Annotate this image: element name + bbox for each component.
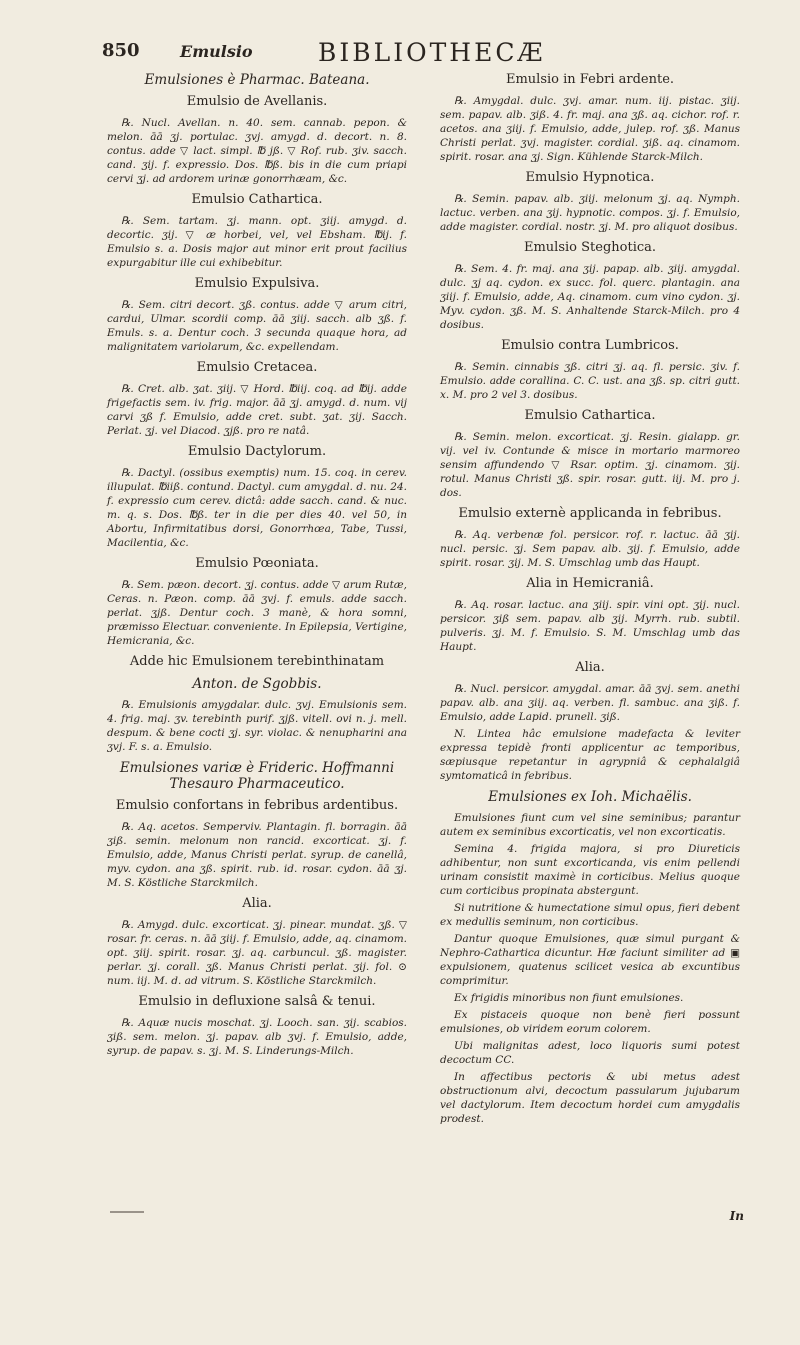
section-heading: Emulsio Hypnotica. [525,170,655,185]
page-title: BIBLIOTHECÆ [318,38,546,67]
recipe-paragraph: ℞. Sem. tartam. ʒj. mann. opt. ʒiij. amygd. d. decortic. ʒij. ▽ æ horbei, vel, vel Ebsham. ℔ij. f. Emulsio s. a. Dosis major aut minor erit prout facilius expurgabitur ille cui exhibebitur. [107,215,407,269]
section-heading: Emulsiones ex Ioh. Michaëlis. [488,789,692,805]
section-heading: Emulsio confortans in febribus ardentibus. [115,798,399,813]
recipe-paragraph: ℞. Semin. cinnabis ʒß. citri ʒj. aq. fl. persic. ʒiv. f. Emulsio. adde corallina. C. C. ust. ana ʒß. sp. citri gutt. x. M. pro 2 vel 3. dosibus. [440,361,740,401]
recipe-paragraph: ℞. Semin. papav. alb. ʒiij. melonum ʒj. aq. Nymph. lactuc. verben. ana ʒij. hypnotic. compos. ʒj. f. Emulsio, adde magister. cordial. nostr. ʒj. M. pro aliquot dosibus. [440,193,740,233]
section-heading: Emulsio in defluxione salsâ & tenui. [138,994,376,1009]
recipe-paragraph: ℞. Aq. verbenæ fol. persicor. rof. r. lactuc. āā ʒij. nucl. persic. ʒj. Sem papav. alb. ʒij. f. Emulsio, adde spirit. rosar. ʒij. M. S. Umschlag umb das Haupt. [440,529,740,569]
recipe-paragraph: ℞. Cret. alb. ʒat. ʒiij. ▽ Hord. ℔iij. coq. ad ℔ij. adde frigefactis sem. iv. frig. major. āā ʒj. amygd. d. num. vij carvi ʒß f. Emulsio, adde cret. subt. ʒat. ʒij. Sacch. Perlat. ʒj. vel Diacod. ʒjß. pro re natâ. [107,383,407,437]
recipe-paragraph: Emulsiones fiunt cum vel sine seminibus; parantur autem ex seminibus excorticatis, vel non excorticatis. [440,812,740,838]
recipe-paragraph: ℞. Sem. 4. fr. maj. ana ʒij. papap. alb. ʒiij. amygdal. dulc. ʒj aq. cydon. ex succ. fol. querc. plantagin. ana ʒiij. f. Emulsio, adde, Aq. cinamom. cum vino cydon. ʒj. Myv. cydon. ʒß. M. S. Anhaltende Starck-Milch. pro 4 dosibus. [440,263,740,331]
recipe-paragraph: ℞. Dactyl. (ossibus exemptis) num. 15. coq. in cerev. illupulat. ℔iiß. contund. Dactyl. cum amygdal. d. nu. 24. f. expressio cum cerev. dictâ: adde sacch. cand. & nuc. m. q. s. Dos. ℔ß. ter in die per dies 40. vel 50, in Abortu, Infirmitatibus dorsi, Gonorrhœa, Tabe, Tussi, Macilentia, &c. [107,467,407,549]
recipe-paragraph: Ubi malignitas adest, loco liquoris sumi potest decoctum CC. [440,1040,740,1066]
recipe-paragraph: Dantur quoque Emulsiones, quæ simul purgant & Nephro-Cathartica dicuntur. Hæ faciunt similiter ad ▣ expulsionem, quatenus scilicet vesica ab excuntibus comprimitur. [440,933,740,987]
recipe-paragraph: ℞. Aq. acetos. Semperviv. Plantagin. fl. borragin. āā ʒiß. semin. melonum non rancid. excorticat. ʒj. f. Emulsio, adde, Manus Christi perlat. syrup. de canellâ, myv. cydon. ana ʒß. spirit. rub. id. rosar. cydon. āā ʒj. M. S. Köstliche Starckmilch. [107,821,407,889]
running-word: Emulsio [180,42,253,61]
section-heading: Emulsio contra Lumbricos. [501,338,679,353]
section-heading: Emulsio de Avellanis. [186,94,328,109]
page-number: 850 [102,40,140,61]
recipe-paragraph: Ex frigidis minoribus non fiunt emulsiones. [454,992,684,1004]
recipe-paragraph: ℞. Aq. rosar. lactuc. ana ʒiij. spir. vini opt. ʒij. nucl. persicor. ʒiß sem. papav. alb ʒij. Myrrh. rub. subtil. pulveris. ʒj. M. f. Emulsio. S. M. Umschlag umb das Haupt. [440,599,740,653]
section-heading: Emulsio Cretacea. [196,360,318,375]
recipe-paragraph: ℞. Aquæ nucis moschat. ʒj. Looch. san. ʒij. scabios. ʒiß. sem. melon. ʒj. papav. alb ʒvj. f. Emulsio, adde, syrup. de papav. s. ʒj. M. S. Linderungs-Milch. [107,1017,407,1057]
left-column [107,66,407,1061]
section-heading: Emulsio externè applicanda in febribus. [458,506,722,521]
section-heading: Alia. [575,660,605,675]
recipe-paragraph: ℞. Semin. melon. excorticat. ʒj. Resin. gialapp. gr. vij. vel iv. Contunde & misce in mortario marmoreo sensim affundendo ▽ Rsar. optim. ʒj. cinamom. ʒij. rotul. Manus Christi ʒß. spir. rosar. gutt. iij. M. pro j. dos. [440,431,740,499]
section-heading: Emulsio Expulsiva. [194,276,320,291]
catchword: In [729,1209,744,1223]
recipe-paragraph: In affectibus pectoris & ubi metus adest obstructionum alvi, decoctum passularum jujubarum vel dactylorum. Item decoctum hordei cum amygdalis prodest. [440,1071,740,1125]
recipe-paragraph: ℞. Emulsionis amygdalar. dulc. ʒvj. Emulsionis sem. 4. frig. maj. ʒv. terebinth purif. ʒjß. vitell. ovi n. j. mell. despum. & bene cocti ʒj. syr. violac. & nenupharini ana ʒvj. F. s. a. Emulsio. [107,699,407,753]
recipe-paragraph: N. Lintea hâc emulsione madefacta & leviter expressa tepidè fronti applicentur ac temporibus, sæpiusque repetantur in agrypniâ & cephalalgiâ symtomaticâ in febribus. [440,728,740,782]
recipe-paragraph: ℞. Sem. citri decort. ʒß. contus. adde ▽ arum citri, cardui, Ulmar. scordii comp. āā ʒiij. sacch. alb ʒß. f. Emuls. s. a. Dentur coch. 3 secunda quaque hora, ad malignitatem variolarum, &c. expellendam. [107,299,407,353]
section-heading: Emulsio Cathartica. [524,408,656,423]
section-heading: Emulsio Pœoniata. [195,556,319,571]
running-header [0,38,800,68]
recipe-paragraph: ℞. Amygdal. dulc. ʒvj. amar. num. iij. pistac. ʒiij. sem. papav. alb. ʒiß. 4. fr. maj. ana ʒß. aq. cichor. rof. r. acetos. ana ʒiij. f. Emulsio, adde, julep. rof. ʒß. Manus Christi perlat. ʒvj. magister. cordial. ʒiß. aq. cinamom. spirit. rosar. ana ʒj. Sign. Kühlende Starck-Milch. [440,95,740,163]
recipe-paragraph: ℞. Sem. pæon. decort. ʒj. contus. adde ▽ arum Rutæ, Ceras. n. Pæon. comp. āā ʒvj. f. emuls. adde sacch. perlat. ʒjß. Dentur coch. 3 manè, & hora somni, præmisso Electuar. conveniente. In Epilepsia, Vertigine, Hemicrania, &c. [107,579,407,647]
recipe-paragraph: ℞. Nucl. Avellan. n. 40. sem. cannab. pepon. & melon. āā ʒj. portulac. ʒvj. amygd. d. decort. n. 8. contus. adde ▽ lact. simpl. ℔ jß. ▽ Rof. rub. ʒiv. sacch. cand. ʒij. f. expressio. Dos. ℔ß. bis in die cum priapi cervi ʒj. ad ardorem urinæ gonorrhæam, &c. [107,117,407,185]
recipe-paragraph: ℞. Amygd. dulc. excorticat. ʒj. pinear. mundat. ʒß. ▽ rosar. fr. ceras. n. āā ʒiij. f. Emulsio, adde, aq. cinamom. opt. ʒiij. spirit. rosar. ʒj. aq. carbuncul. ʒß. magister. perlar. ʒj. corall. ʒß. Manus Christi perlat. ʒij. fol. ⊙ num. iij. M. d. ad vitrum. S. Köstliche Starckmilch. [107,919,407,987]
right-column [440,66,740,1129]
section-heading: Alia. [242,896,272,911]
section-heading: Emulsiones variæ è Frideric. Hoffmanni Thesauro Pharmaceutico. [119,760,395,792]
section-heading: Adde hic Emulsionem terebinthinatam [129,654,385,669]
section-heading: Emulsio Dactylorum. [187,444,327,459]
section-heading: Emulsio Steghotica. [523,240,657,255]
ink-mark [110,1211,144,1213]
recipe-paragraph: ℞. Nucl. persicor. amygdal. amar. āā ʒvj. sem. anethi papav. alb. ana ʒiij. aq. verben. fl. sambuc. ana ʒiß. f. Emulsio, adde Lapid. prunell. ʒiß. [440,683,740,723]
section-heading: Emulsio Cathartica. [191,192,323,207]
recipe-paragraph: Ex pistaceis quoque non benè fieri possunt emulsiones, ob viridem eorum colorem. [440,1009,740,1035]
section-heading: Emulsio in Febri ardente. [505,72,675,87]
section-heading: Anton. de Sgobbis. [192,676,322,692]
section-heading: Alia in Hemicraniâ. [526,576,654,591]
recipe-paragraph: Semina 4. frigida majora, si pro Diureticis adhibentur, non sunt excorticanda, vis enim pellendi urinam consistit maximè in corticibus. Melius quoque cum corticibus propinata abstergunt. [440,843,740,897]
recipe-paragraph: Si nutritione & humectatione simul opus, fieri debent ex medullis seminum, non corticibus. [440,902,740,928]
section-heading: Emulsiones è Pharmac. Bateana. [144,72,370,88]
